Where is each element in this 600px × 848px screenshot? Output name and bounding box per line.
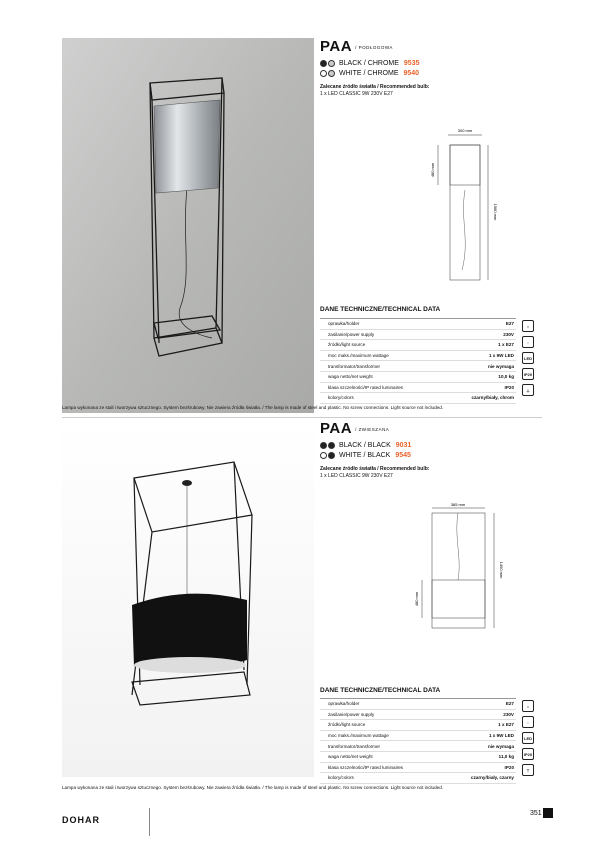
variant-row: BLACK / BLACK 9031 (320, 440, 542, 450)
table-row: źródło/light source 1 x E27 (320, 340, 516, 351)
svg-text:1580 mm: 1580 mm (493, 203, 498, 221)
svg-text:480 mm: 480 mm (430, 162, 435, 178)
black-swatch-icon (320, 442, 327, 449)
table-row: zasilanie/power supply 230V (320, 330, 516, 341)
product-info-pendant (320, 420, 542, 479)
led-icon: LED (522, 732, 534, 744)
table-row: moc maks./maximum wattage 1 x 9W LED (320, 731, 516, 742)
house-icon: ⌂ (522, 320, 534, 332)
page-number: 351 (530, 810, 542, 817)
dimension-diagram-floor (420, 120, 500, 285)
bulb-icon: ◌ (522, 716, 534, 728)
table-row: oprawka/holder E27 (320, 699, 516, 710)
product-photo-floor-lamp (62, 38, 314, 413)
variant-row: WHITE / BLACK 9545 (320, 450, 542, 460)
table-row: kolory/colors czarny/biały, chrom (320, 393, 516, 404)
pendant-lamp-icon: ⊤ (522, 764, 534, 776)
tech-table-floor (320, 318, 516, 404)
table-row: transformator/transformer nie wymaga (320, 741, 516, 752)
product-info-floor (320, 38, 542, 97)
feature-icons-floor (522, 320, 534, 396)
brand-logo: DOHAR (62, 815, 100, 825)
table-row: waga netto/net weight 11,0 kg (320, 752, 516, 763)
chrome-swatch-icon (328, 70, 335, 77)
table-row: klasa szczelności/IP rated luminaires IP20 (320, 763, 516, 774)
tech-data-title: DANE TECHNICZNE/TECHNICAL DATA (320, 306, 441, 313)
table-row: oprawka/holder E27 (320, 319, 516, 330)
variant-row: BLACK / CHROME 9535 (320, 58, 542, 68)
table-row: źródło/light source 1 x E27 (320, 720, 516, 731)
feature-icons-pendant (522, 700, 534, 776)
white-swatch-icon (320, 70, 327, 77)
svg-text:385 mm: 385 mm (450, 502, 466, 507)
table-row: kolory/colors czarny/biały, czarny (320, 773, 516, 784)
black-swatch-icon (328, 452, 335, 459)
variant-row: WHITE / CHROME 9540 (320, 68, 542, 78)
product-title: PAA / PODŁOGOWA (320, 38, 393, 55)
svg-text:480 mm: 480 mm (414, 591, 419, 607)
table-row: transformator/transformer nie wymaga (320, 361, 516, 372)
section-divider (62, 417, 542, 418)
table-row: zasilanie/power supply 230V (320, 710, 516, 721)
recommended-bulb: Zalecane źródło światła / Recommended bulb: 1 x LED CLASSIC 9W 230V E27 (320, 84, 430, 97)
page-marker (543, 808, 553, 818)
product-caption: Lampa wykonana ze stali i tworzywa sztucznego. System bezśrubowy. Nie zawiera źródła światła. / The lamp is made of steel and plastic. No screw connections. Light source not included. (62, 405, 444, 410)
floor-lamp-icon: ⊥ (522, 384, 534, 396)
dimension-diagram-pendant (410, 498, 505, 633)
ip20-icon: IP20 (522, 748, 534, 760)
svg-text:300 mm: 300 mm (457, 128, 473, 133)
tech-data-title: DANE TECHNICZNE/TECHNICAL DATA (320, 687, 441, 694)
ip20-icon: IP20 (522, 368, 534, 380)
svg-text:1490 mm: 1490 mm (499, 561, 504, 579)
product-title: PAA / ZWIESZANA (320, 420, 390, 437)
black-swatch-icon (320, 60, 327, 67)
black-swatch-icon (328, 442, 335, 449)
product-caption: Lampa wykonana ze stali i tworzywa sztucznego. System bezśrubowy. Nie zawiera źródła światła. / The lamp is made of steel and plastic. No screw connections. Light source not included. (62, 785, 444, 790)
table-row: moc maks./maximum wattage 1 x 9W LED (320, 351, 516, 362)
house-icon: ⌂ (522, 700, 534, 712)
product-photo-pendant-lamp (62, 420, 314, 777)
table-row: waga netto/net weight 10,0 kg (320, 372, 516, 383)
recommended-bulb: Zalecane źródło światła / Recommended bulb: 1 x LED CLASSIC 9W 230V E27 (320, 466, 430, 479)
led-icon: LED (522, 352, 534, 364)
bulb-icon: ◌ (522, 336, 534, 348)
chrome-swatch-icon (328, 60, 335, 67)
tech-table-pendant (320, 698, 516, 784)
footer-divider (149, 808, 150, 836)
table-row: klasa szczelności/IP rated luminaires IP20 (320, 383, 516, 394)
white-swatch-icon (320, 452, 327, 459)
